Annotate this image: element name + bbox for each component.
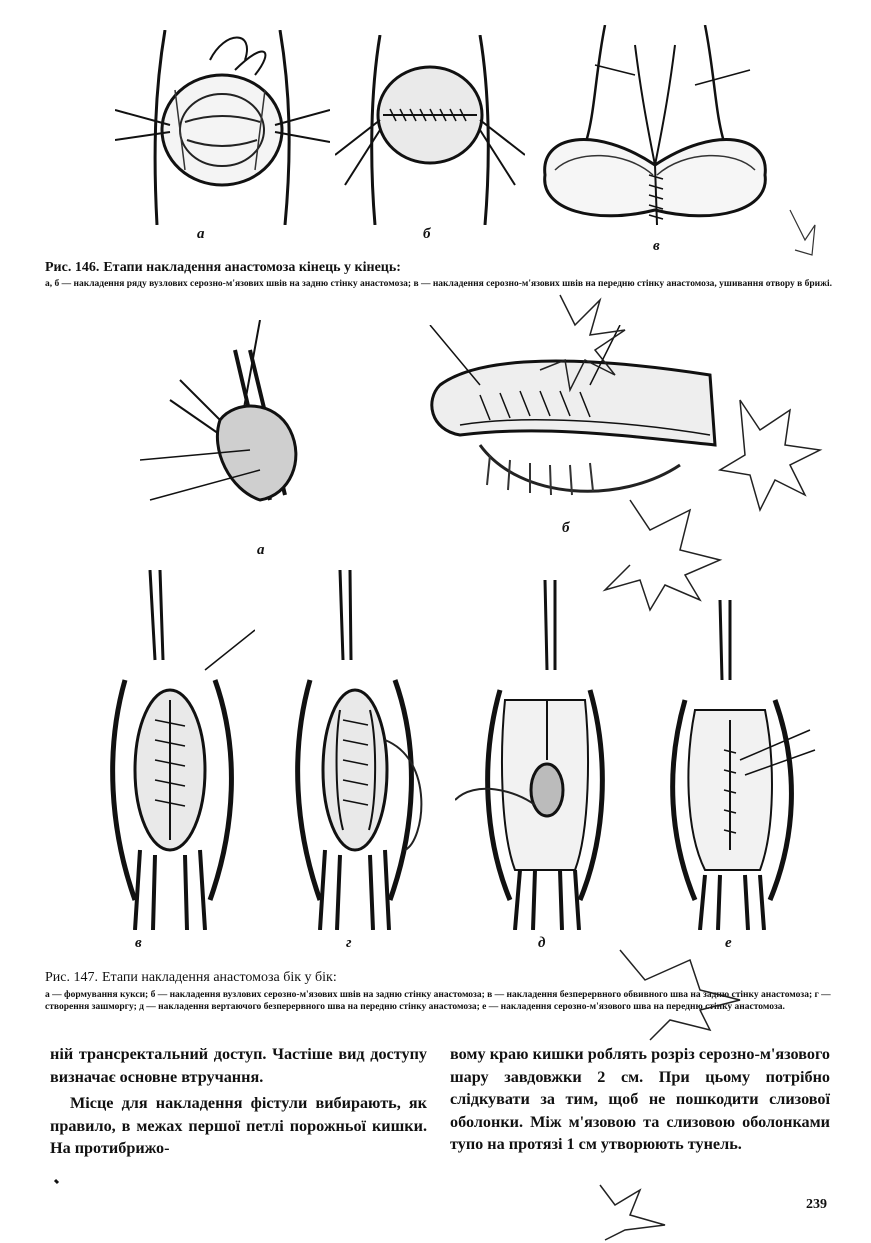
- figure-146-illustration-b: [335, 35, 525, 225]
- body-right-paragraph-1: вому краю кишки роблять розріз серозно-м'язового шару завдовжки 2 см. При цьому потрібно слідкувати за тим, щоб не пошкодити слизової оболонки. Між м'язовою та слизовою оболонками тупо на протязі 1 см утворюють тунель.: [450, 1045, 830, 1153]
- figure-147-illustration-e: [455, 580, 615, 930]
- figure-147-label-d: г: [346, 935, 352, 951]
- figure-146-caption-title: [45, 258, 845, 276]
- figure-147-illustration-b: [420, 325, 720, 505]
- figure-146-illustration-a: [115, 30, 330, 225]
- figure-147-label-b: б: [562, 520, 570, 536]
- figure-146-label-b: б: [423, 226, 431, 242]
- page-number: 239: [806, 1197, 827, 1212]
- body-column-right: [450, 1043, 830, 1156]
- figure-146-caption-desc: а, б — накладення ряду вузлових серозно-м'язових швів на задню стінку анастомоза; в — накладення серозно-м'язових швів на передню стінку анастомоза, ушивання отвору в брижі.: [45, 279, 833, 289]
- figure-147-label-a: а: [257, 542, 265, 558]
- figure-147-caption-desc: а — формування кукси; б — накладення вузлових серозно-м'язових швів на задню стінку анастомоза; в — накладення безперервного обвивного шва на задню стінку анастомоза; г — створення зашморгу; д — накладення вертаючого безперервного шва на передню стінку анастомоза; е — накладення серозно-м'язового шва на передню стінку анастомоза.: [45, 990, 831, 1012]
- figure-147-illustration-d: [285, 570, 435, 930]
- figure-146-illustration-c: [535, 25, 775, 245]
- figure-147-caption-prefix: Рис. 147.: [45, 970, 98, 985]
- figure-147-label-f: е: [725, 935, 732, 951]
- figure-147-label-c: в: [135, 935, 142, 951]
- figure-147-label-e: д: [538, 935, 546, 951]
- figure-146-label-c: в: [653, 238, 660, 254]
- figure-146-caption-heading: Етапи накладення анастомоза кінець у кінець:: [103, 260, 401, 275]
- body-left-paragraph-2: Місце для накладення фістули вибирають, як правило, в межах першої петлі порожньої кишки. На протибрижо-: [50, 1094, 427, 1157]
- figure-147-illustration-a: [140, 320, 340, 520]
- body-left-paragraph-1: ній трансректальний доступ. Частіше вид доступу визначає основне втручання.: [50, 1045, 427, 1086]
- figure-146-label-a: а: [197, 226, 205, 242]
- figure-147-illustration-c: [95, 570, 255, 930]
- figure-146-caption-prefix: Рис. 146.: [45, 260, 100, 275]
- figure-147-illustration-f: [660, 600, 820, 930]
- figure-147-caption-heading: Етапи накладення анастомоза бік у бік:: [102, 970, 337, 985]
- figure-147-caption-title: [45, 968, 845, 986]
- body-column-left: [50, 1043, 427, 1160]
